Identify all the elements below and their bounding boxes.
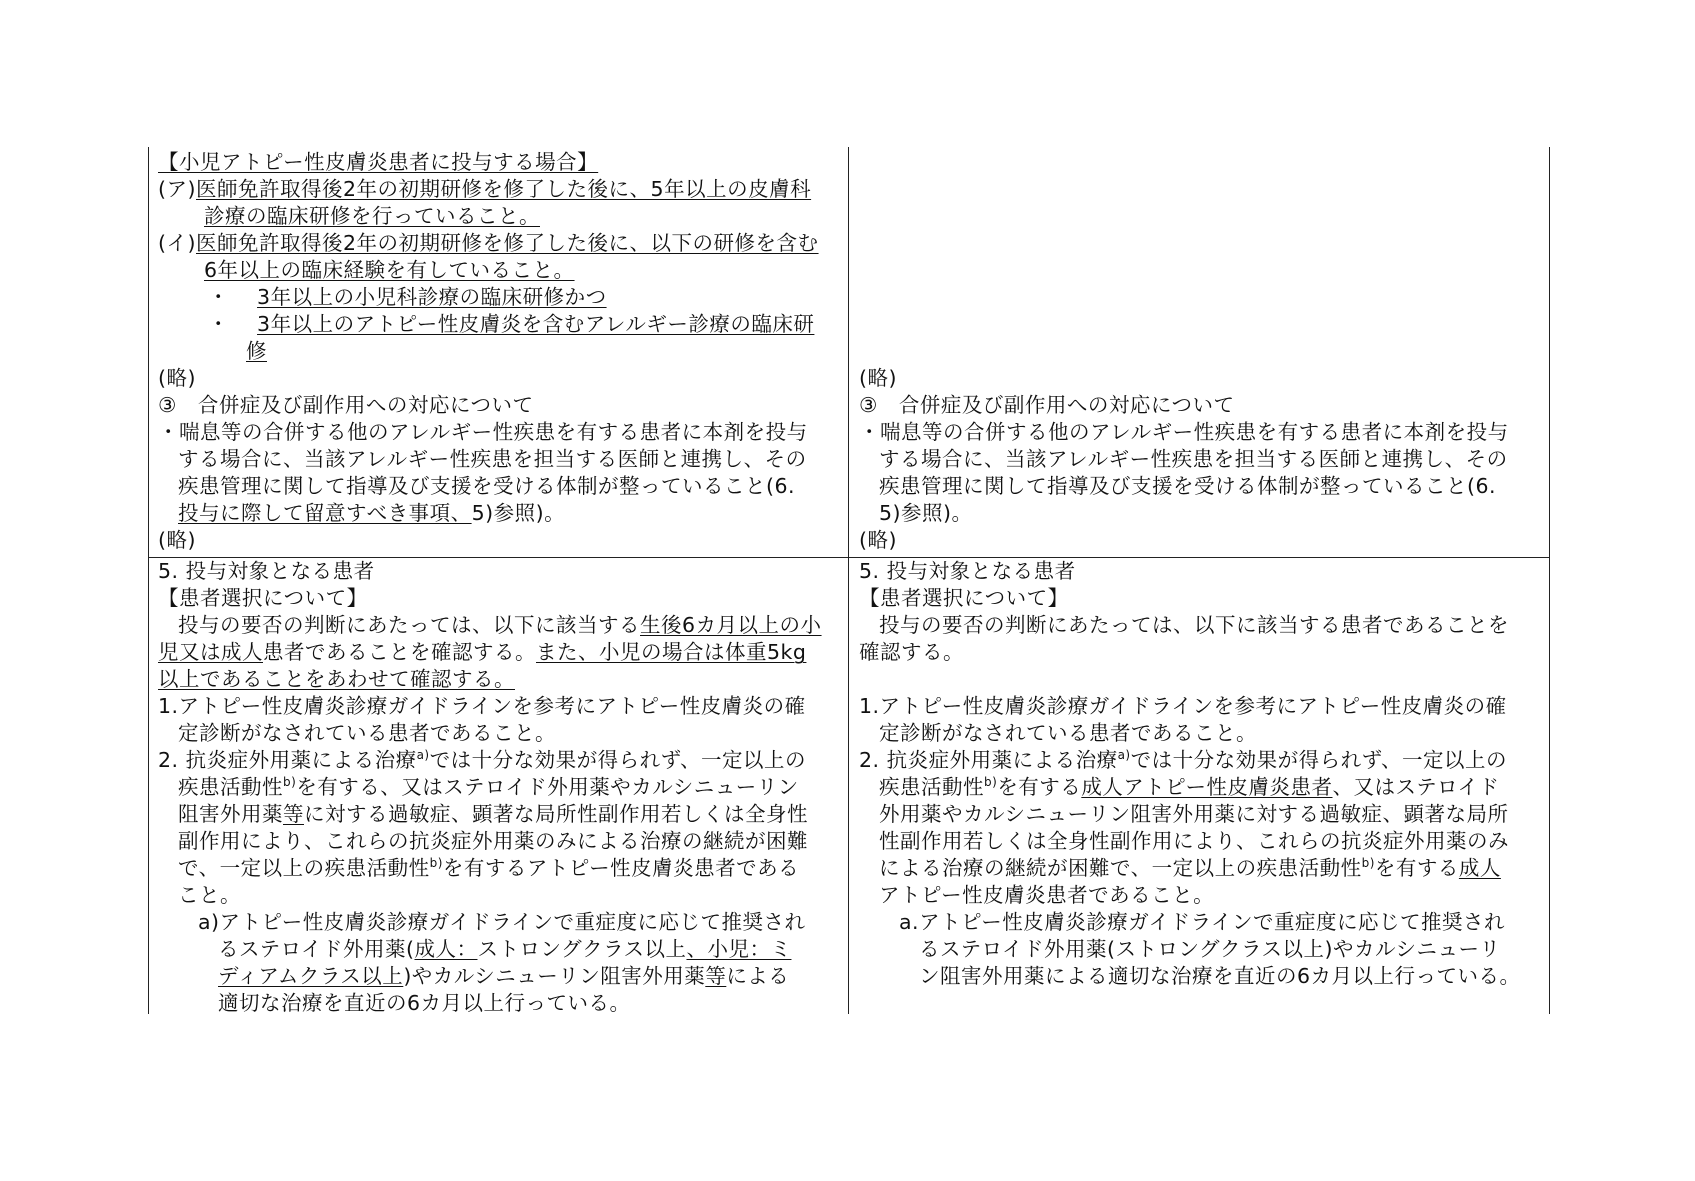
text-line [218, 963, 789, 990]
text-line [879, 473, 1496, 500]
cell-left-bottom [148, 558, 848, 1014]
text-segment: 等 [283, 802, 304, 826]
text-segment: を有するアトピー性皮膚炎患者である [442, 856, 800, 880]
text-segment: 【小児アトピー性皮膚炎患者に投与する場合】 [158, 150, 599, 174]
text-segment: 2. 抗炎症外用薬による治療 [158, 748, 417, 772]
text-line [879, 774, 1499, 801]
text-line [879, 446, 1508, 473]
text-line [859, 365, 897, 392]
text-line [879, 500, 973, 527]
text-line [859, 558, 1076, 585]
text-segment: 修 [246, 339, 267, 363]
text-segment: )やカルシニューリ [1324, 937, 1501, 961]
text-segment: を有する [997, 775, 1082, 799]
footnote-mark: b) [984, 775, 998, 789]
text-segment: 、又はステロイド [1332, 775, 1500, 799]
text-line [859, 419, 1509, 446]
text-segment: (イ) [158, 231, 196, 255]
text-segment: する場合に、当該アレルギー性疾患を担当する医師と連携し、その [178, 447, 807, 471]
text-segment: ③ 合併症及び副作用への対応について [859, 393, 1235, 417]
text-line [859, 666, 866, 693]
text-segment: ・ [208, 285, 258, 309]
text-line [246, 338, 267, 365]
text-line [178, 774, 799, 801]
text-segment: アトピー性皮膚炎患者であること。 [879, 883, 1215, 907]
text-segment: 3年以上の小児科診療の臨床研修かつ [257, 285, 607, 309]
text-line [178, 828, 808, 855]
text-segment: 疾患活動性 [879, 775, 984, 799]
text-line [178, 473, 795, 500]
text-line [879, 828, 1509, 855]
text-segment: 3年以上のアトピー性皮膚炎を含むアレルギー診療の臨床研 [257, 312, 815, 336]
text-segment: 投与の要否の判断にあたっては、以下に該当する [178, 613, 640, 637]
text-line [859, 527, 897, 554]
text-segment: 生後6カ月以上の小 [640, 613, 822, 637]
text-segment: 阻害外用薬 [178, 802, 283, 826]
text-line [158, 747, 806, 774]
text-line [178, 500, 565, 527]
text-segment: こと。 [178, 883, 241, 907]
text-segment: による [726, 964, 790, 988]
text-segment: する場合に、当該アレルギー性疾患を担当する医師と連携し、その [879, 447, 1508, 471]
text-segment: (略) [859, 366, 897, 390]
text-segment: 1.アトピー性皮膚炎診療ガイドラインを参考にアトピー性皮膚炎の確 [158, 694, 806, 718]
text-line [178, 720, 556, 747]
text-segment: 成人： [414, 937, 478, 961]
footnote-mark: b) [1361, 856, 1375, 870]
text-line [158, 230, 819, 257]
text-line [178, 855, 799, 882]
text-line [158, 639, 806, 666]
text-line [208, 311, 814, 338]
text-line [158, 558, 375, 585]
text-segment: るステロイド外用薬(ストロングクラス以上 [919, 937, 1325, 961]
text-segment: 投与の要否の判断にあたっては、以下に該当する患者であることを [879, 613, 1509, 637]
text-line [879, 882, 1214, 909]
text-line [204, 257, 575, 284]
text-segment: ・喘息等の合併する他のアレルギー性疾患を有する患者に本剤を投与 [859, 420, 1509, 444]
text-line [879, 801, 1509, 828]
text-line [158, 585, 368, 612]
text-segment: 5. 投与対象となる患者 [158, 559, 375, 583]
text-line [879, 612, 1509, 639]
table-border-right [1549, 147, 1550, 1014]
text-segment: 成人 [1458, 856, 1501, 880]
text-segment: 児又は成人 [158, 640, 263, 664]
footnote-mark: a) [1117, 748, 1131, 762]
text-segment: を有する [1374, 856, 1459, 880]
footnote-mark: b) [429, 856, 443, 870]
text-segment: 疾患管理に関して指導及び支援を受ける体制が整っていること(6. [879, 474, 1497, 498]
text-line [178, 882, 241, 909]
text-line [198, 909, 806, 936]
text-line [178, 612, 822, 639]
text-segment: a.アトピー性皮膚炎診療ガイドラインで重症度に応じて推奨され [899, 910, 1506, 934]
text-segment: a)アトピー性皮膚炎診療ガイドラインで重症度に応じて推奨され [198, 910, 806, 934]
text-segment: ディアムクラス以上 [218, 964, 404, 988]
text-segment: 投与に際して留意すべき事項、 [178, 501, 472, 525]
text-segment: るステロイド外用薬( [218, 937, 415, 961]
text-line [158, 527, 196, 554]
text-line [158, 419, 808, 446]
text-segment: (略) [859, 528, 897, 552]
text-segment: 疾患活動性 [178, 775, 283, 799]
text-line [158, 176, 811, 203]
text-line [899, 909, 1505, 936]
cell-right-bottom [849, 558, 1549, 1014]
text-segment: に対する過敏症、顕著な局所性副作用若しくは全身性 [304, 802, 808, 826]
text-line [859, 747, 1507, 774]
text-segment: 患者であることを確認する。 [263, 640, 536, 664]
text-line [218, 936, 791, 963]
text-segment: 性副作用若しくは全身性副作用により、これらの抗炎症外用薬のみ [879, 829, 1509, 853]
text-line [859, 585, 1069, 612]
text-line [158, 666, 515, 693]
text-segment: 【患者選択について】 [158, 586, 368, 610]
text-segment: 定診断がなされている患者であること。 [178, 721, 556, 745]
text-segment: ③ 合併症及び副作用への対応について [158, 393, 534, 417]
cell-right-top [849, 147, 1549, 557]
text-segment: による治療の継続が困難で、一定以上の疾患活動性 [879, 856, 1362, 880]
text-segment: (略) [158, 528, 196, 552]
text-segment: ン阻害外用薬による適切な治療を直近の6カ月以上行っている。 [919, 964, 1521, 988]
text-segment: また、小児の場合は体重5kg [536, 640, 807, 664]
cell-left-top [148, 147, 848, 557]
text-segment: 2. 抗炎症外用薬による治療 [859, 748, 1118, 772]
text-line [859, 639, 964, 666]
text-segment: 成人アトピー性皮膚炎患者 [1081, 775, 1333, 799]
text-segment: を有する、又はステロイド外用薬やカルシニューリン [296, 775, 799, 799]
text-line [158, 392, 533, 419]
text-line [218, 990, 631, 1014]
text-line [158, 693, 806, 720]
text-segment: 定診断がなされている患者であること。 [879, 721, 1257, 745]
text-line [879, 720, 1257, 747]
text-segment: 以上であることをあわせて確認する。 [158, 667, 515, 691]
text-line [859, 392, 1234, 419]
text-segment: では十分な効果が得られず、一定以上の [1130, 748, 1507, 772]
text-segment: 5)参照)。 [471, 501, 566, 525]
text-segment: 5. 投与対象となる患者 [859, 559, 1076, 583]
text-line [158, 149, 598, 176]
text-segment: )やカルシニューリン阻害外用薬 [403, 964, 706, 988]
text-segment: 6年以上の臨床経験を有していること。 [204, 258, 575, 282]
text-segment [859, 667, 866, 691]
text-segment: で、一定以上の疾患活動性 [178, 856, 430, 880]
text-segment: 5)参照)。 [879, 501, 973, 525]
text-segment: 1.アトピー性皮膚炎診療ガイドラインを参考にアトピー性皮膚炎の確 [859, 694, 1507, 718]
footnote-mark: b) [283, 775, 297, 789]
text-segment: 医師免許取得後2年の初期研修を修了した後に、以下の研修を含む [196, 231, 819, 255]
footnote-mark: a) [416, 748, 430, 762]
text-segment: 診療の臨床研修を行っていること。 [204, 204, 540, 228]
text-line [204, 203, 540, 230]
text-line [178, 801, 808, 828]
text-line [919, 936, 1500, 963]
text-line [879, 855, 1501, 882]
text-segment: 医師免許取得後2年の初期研修を修了した後に、5年以上の皮膚科 [196, 177, 812, 201]
text-segment: ・ [208, 312, 258, 336]
text-line [919, 963, 1521, 990]
text-segment: (ア) [158, 177, 196, 201]
text-segment: 【患者選択について】 [859, 586, 1069, 610]
text-line [158, 365, 196, 392]
text-line [208, 284, 607, 311]
text-segment: ・喘息等の合併する他のアレルギー性疾患を有する患者に本剤を投与 [158, 420, 808, 444]
text-segment: 副作用により、これらの抗炎症外用薬のみによる治療の継続が困難 [178, 829, 808, 853]
text-segment: 適切な治療を直近の6カ月以上行っている。 [218, 991, 631, 1014]
text-line [859, 693, 1507, 720]
text-segment: 等 [705, 964, 727, 988]
text-segment: 、小児：ミ [686, 937, 792, 961]
text-segment: 確認する。 [859, 640, 964, 664]
text-segment: (略) [158, 366, 196, 390]
comparison-table [148, 147, 1550, 1014]
text-line [178, 446, 807, 473]
text-segment: 外用薬やカルシニューリン阻害外用薬に対する過敏症、顕著な局所 [879, 802, 1509, 826]
text-segment: ストロングクラス以上 [477, 937, 687, 961]
text-segment: 疾患管理に関して指導及び支援を受ける体制が整っていること(6. [178, 474, 796, 498]
text-segment: では十分な効果が得られず、一定以上の [429, 748, 806, 772]
